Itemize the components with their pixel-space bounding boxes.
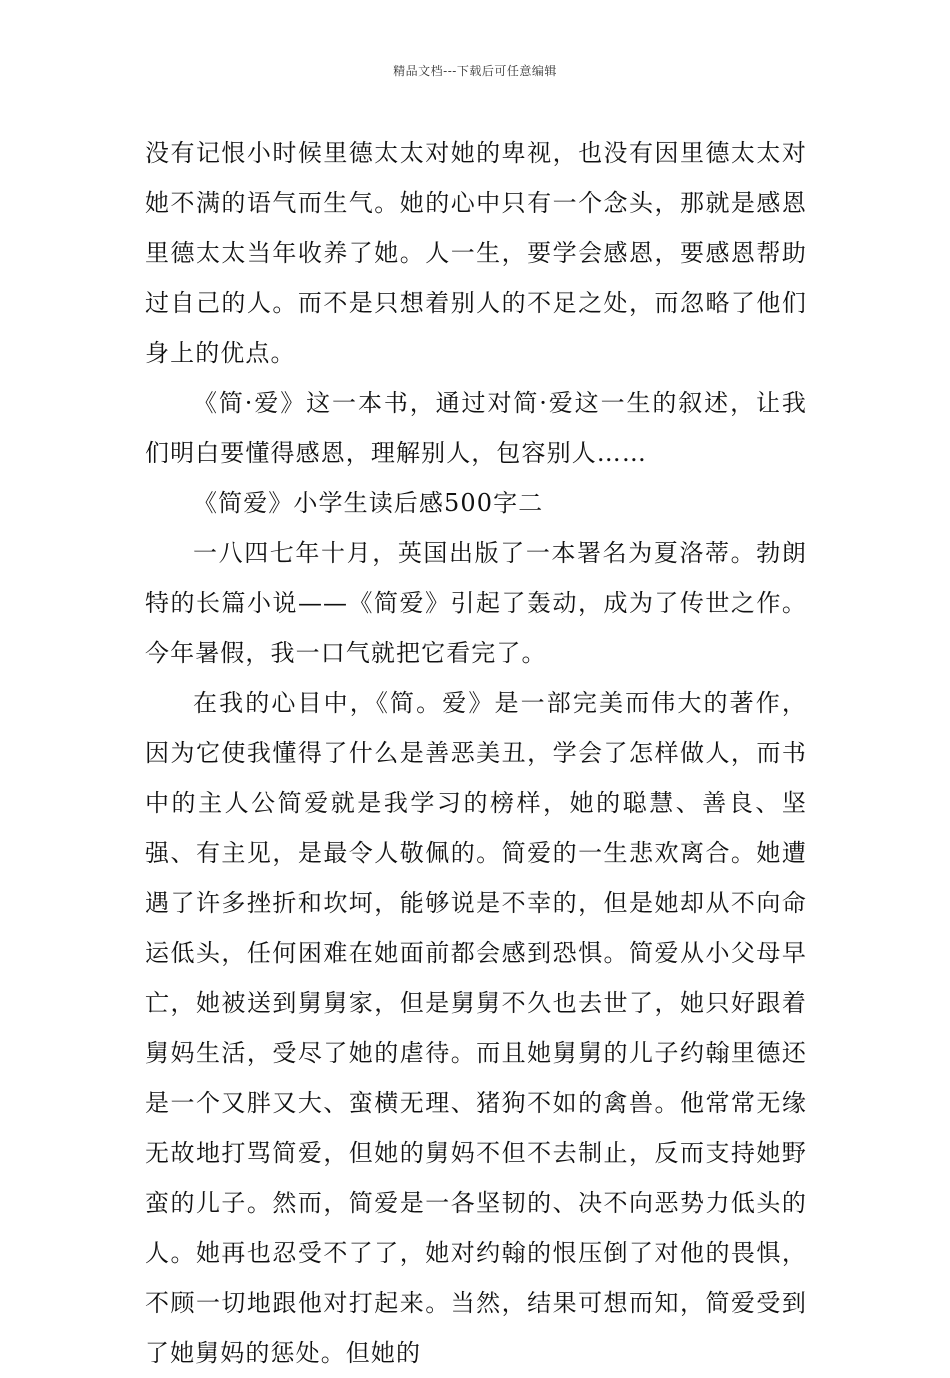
paragraph-main: 在我的心目中，《简。爱》是一部完美而伟大的著作，因为它使我懂得了什么是善恶美丑，学会了怎样做人，而书中的主人公简爱就是我学习的榜样，她的聪慧、善良、坚强、有主见，是最令人敬佩的。简爱的一生悲欢离合。她遭遇了许多挫折和坎坷，能够说是不幸的，但是她却从不向命运低头，任何困难在她面前都会感到恐惧。简爱从小父母早亡，她被送到舅舅家，但是舅舅不久也去世了，她只好跟着舅妈生活，受尽了她的虐待。而且她舅舅的儿子约翰里德还是一个又胖又大、蛮横无理、猪狗不如的禽兽。他常常无缘无故地打骂简爱，但她的舅妈不但不去制止，反而支持她野蛮的儿子。然而，简爱是一各坚韧的、决不向恶势力低头的人。她再也忍受不了了，她对约翰的恨压倒了对他的畏惧，不顾一切地跟他对打起来。当然，结果可想而知，简爱受到了她舅妈的惩处。但她的 bbox=[145, 689, 807, 1367]
paragraph-summary: 《简·爱》这一本书，通过对简·爱这一生的叙述，让我们明白要懂得感恩，理解别人，包容别人…… bbox=[145, 389, 807, 467]
page-header: 精品文档---下载后可任意编辑 bbox=[393, 64, 557, 78]
paragraph-intro: 一八四七年十月，英国出版了一本署名为夏洛蒂。勃朗特的长篇小说——《简爱》引起了轰动，成为了传世之作。今年暑假，我一口气就把它看完了。 bbox=[145, 539, 807, 667]
section-title: 《简爱》小学生读后感500字二 bbox=[193, 489, 544, 517]
paragraph-continuation: 没有记恨小时候里德太太对她的卑视，也没有因里德太太对她不满的语气而生气。她的心中只有一个念头，那就是感恩里德太太当年收养了她。人一生，要学会感恩，要感恩帮助过自己的人。而不是只想着别人的不足之处，而忽略了他们身上的优点。 bbox=[145, 139, 807, 367]
document-body bbox=[145, 128, 807, 1378]
